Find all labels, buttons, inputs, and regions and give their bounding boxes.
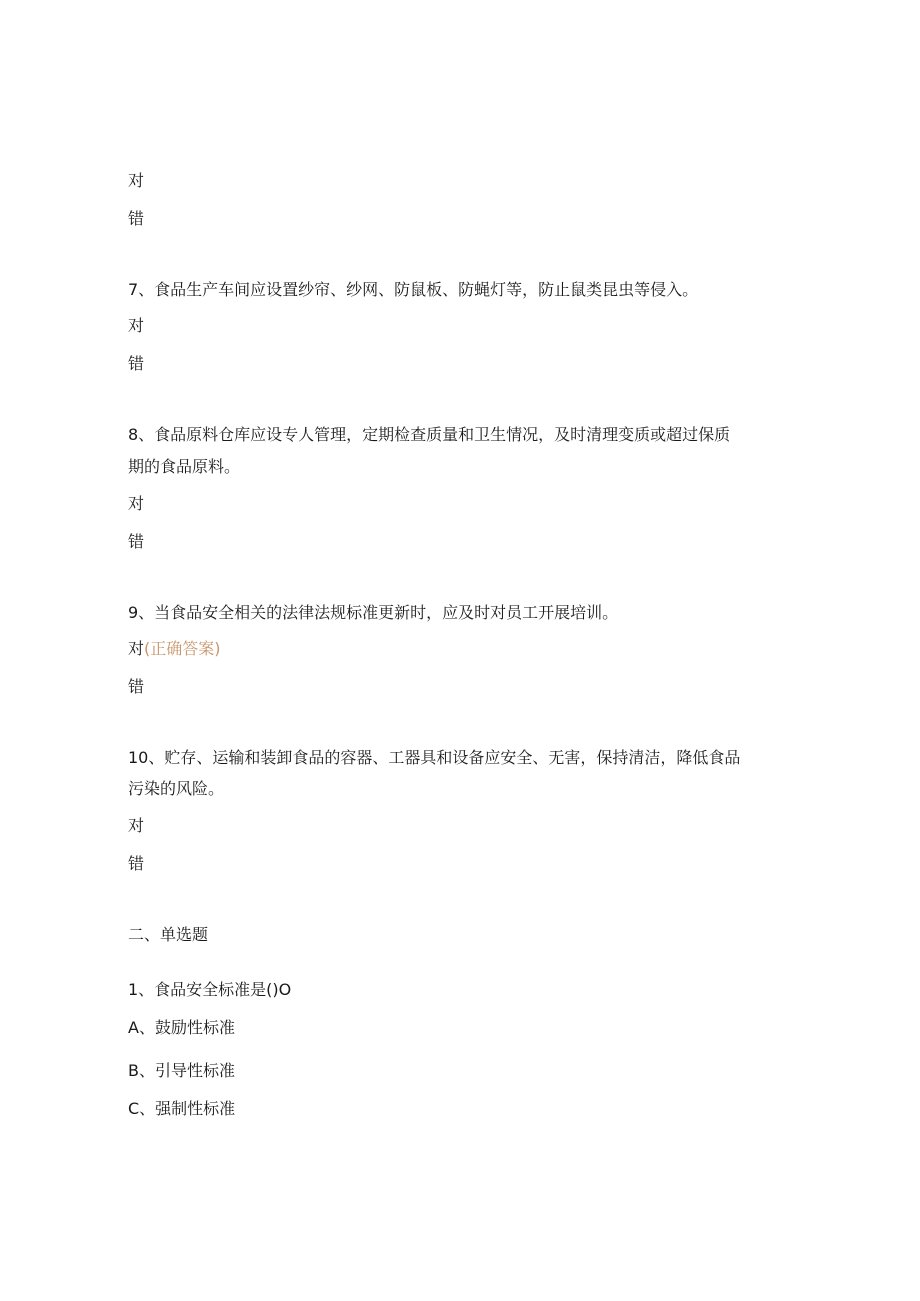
correct-answer-badge: (正确答案) [144,639,221,658]
question-8-text-line1: 8、食品原料仓库应设专人管理，定期检查质量和卫生情况，及时清理变质或超过保质 [128,425,731,444]
mc-question-1-option-a[interactable]: A、鼓励性标准 [128,1018,235,1037]
mc-question-1-text: 1、食品安全标准是()O [128,980,292,999]
section-title-single-choice: 二、单选题 [128,925,209,944]
mc-question-1-option-b[interactable]: B、引导性标准 [128,1061,235,1080]
mc-question-1-option-c[interactable]: C、强制性标准 [128,1099,236,1118]
tf-option-false[interactable]: 错 [128,209,145,228]
tf-option-true[interactable]: 对 [128,171,145,190]
question-9-option-true-row[interactable] [128,639,788,659]
question-10-option-false[interactable]: 错 [128,854,145,873]
question-10-option-true[interactable]: 对 [128,816,145,835]
question-9-option-true[interactable]: 对 [128,639,145,658]
question-7-option-false[interactable]: 错 [128,354,145,373]
question-8-text-line2: 期的食品原料。 [128,457,241,476]
question-8-option-true[interactable]: 对 [128,494,145,513]
question-7-text: 7、食品生产车间应设置纱帘、纱网、防鼠板、防蝇灯等，防止鼠类昆虫等侵入。 [128,280,699,299]
question-7-option-true[interactable]: 对 [128,316,145,335]
question-10-text-line1: 10、贮存、运输和装卸食品的容器、工器具和设备应安全、无害，保持清洁，降低食品 [128,748,741,767]
question-8-option-false[interactable]: 错 [128,532,145,551]
question-10-text-line2: 污染的风险。 [128,779,225,798]
question-9-option-false[interactable]: 错 [128,677,145,696]
question-9-text: 9、当食品安全相关的法律法规标准更新时，应及时对员工开展培训。 [128,603,619,622]
